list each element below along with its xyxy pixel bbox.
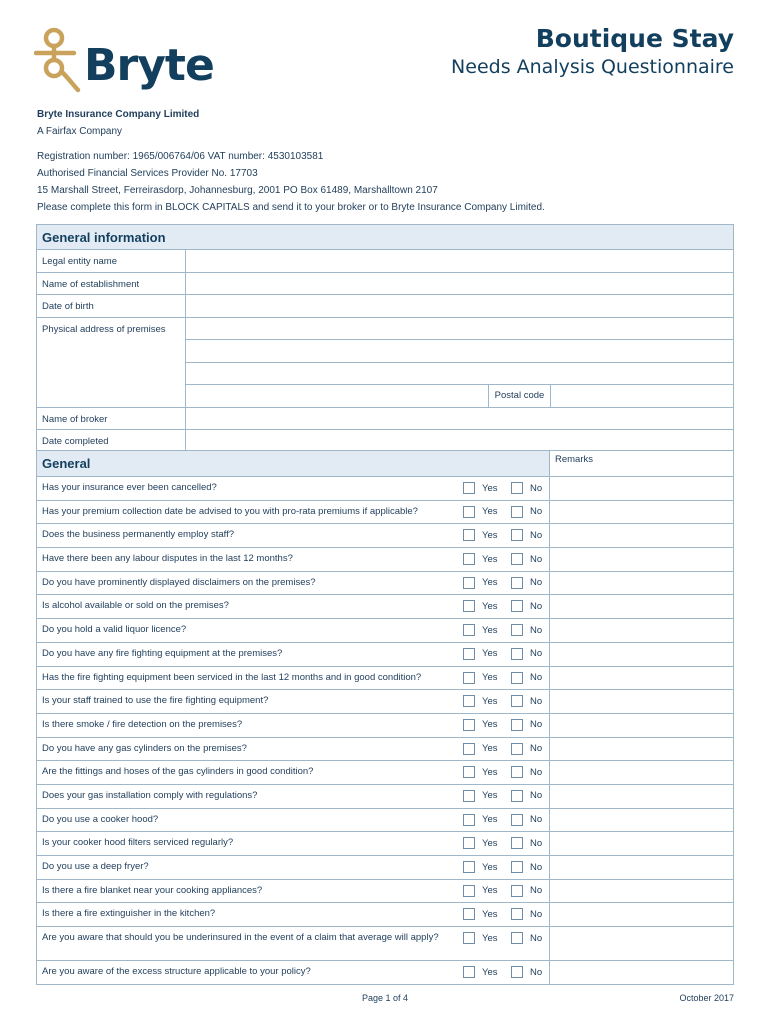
no-label: No (530, 482, 543, 494)
checkbox-box[interactable] (463, 719, 475, 731)
general-information-table (36, 224, 734, 453)
question-row (37, 477, 733, 501)
no-checkbox[interactable] (511, 600, 542, 612)
footer-date: October 2017 (679, 993, 734, 1003)
checkbox-box[interactable] (511, 814, 523, 826)
remarks-field[interactable] (549, 619, 733, 642)
yes-label: Yes (482, 648, 498, 660)
checkbox-box[interactable] (511, 743, 523, 755)
yes-checkbox[interactable] (463, 932, 498, 944)
company-name: Bryte Insurance Company Limited (37, 109, 200, 120)
checkbox-box[interactable] (463, 624, 475, 636)
yes-checkbox[interactable] (463, 861, 498, 873)
yes-checkbox[interactable] (463, 482, 498, 494)
no-label: No (530, 672, 543, 683)
question-row (37, 832, 733, 856)
question-text: Does your gas installation comply with regulations? (42, 789, 258, 801)
checkbox-box[interactable] (511, 837, 523, 849)
page-number: Page 1 of 4 (361, 993, 409, 1003)
checkbox-box[interactable] (463, 966, 475, 978)
yes-label: Yes (482, 600, 498, 612)
no-checkbox[interactable] (511, 814, 542, 826)
yes-checkbox[interactable] (463, 577, 498, 589)
yes-label: Yes (482, 695, 498, 707)
question-row (37, 880, 733, 904)
yes-label: Yes (482, 577, 498, 589)
checkbox-box[interactable] (463, 577, 475, 589)
remarks-field[interactable] (549, 903, 733, 926)
checkbox-box[interactable] (511, 506, 523, 518)
remarks-field[interactable] (549, 761, 733, 784)
question-text: Do you use a deep fryer? (42, 861, 149, 872)
question-row (37, 961, 733, 985)
checkbox-box[interactable] (463, 814, 475, 826)
question-row (37, 548, 733, 572)
yes-checkbox[interactable] (463, 672, 498, 684)
question-row (37, 643, 733, 667)
no-checkbox[interactable] (511, 672, 542, 684)
yes-label: Yes (482, 672, 498, 683)
address-fields (185, 318, 733, 407)
checkbox-box[interactable] (463, 885, 475, 897)
question-text: Do you hold a valid liquor licence? (42, 624, 187, 636)
question-row (37, 595, 733, 619)
yes-label: Yes (482, 861, 498, 873)
yes-checkbox[interactable] (463, 624, 498, 636)
question-row (37, 572, 733, 596)
yes-label: Yes (482, 837, 498, 849)
yes-checkbox[interactable] (463, 600, 498, 612)
no-checkbox[interactable] (511, 482, 542, 494)
no-checkbox[interactable] (511, 695, 542, 707)
checkbox-box[interactable] (463, 790, 475, 802)
company-details (37, 106, 545, 216)
yes-label: Yes (482, 482, 498, 494)
bryte-logo (34, 24, 214, 96)
checkbox-box[interactable] (511, 719, 523, 731)
yes-checkbox[interactable] (463, 529, 498, 541)
document-subtitle: Needs Analysis Questionnaire (451, 56, 734, 78)
no-checkbox[interactable] (511, 966, 542, 978)
general-heading: General (42, 456, 91, 471)
yes-label: Yes (482, 719, 498, 731)
question-row (37, 619, 733, 643)
postal-code-label: Postal code (488, 385, 550, 408)
checkbox-box[interactable] (463, 932, 475, 944)
general-information-heading: General information (37, 225, 733, 250)
checkbox-box[interactable] (463, 695, 475, 707)
yes-checkbox[interactable] (463, 885, 498, 897)
checkbox-box[interactable] (511, 600, 523, 612)
no-label: No (530, 624, 543, 636)
question-text: Is your staff trained to use the fire fighting equipment? (42, 695, 269, 707)
no-label: No (530, 600, 543, 612)
no-label: No (530, 743, 543, 755)
question-text: Are you aware of the excess structure applicable to your policy? (42, 966, 311, 978)
registration-text: Registration number: 1965/006764/06 VAT number: 4530103581 (37, 151, 324, 162)
remarks-field[interactable] (549, 738, 733, 761)
checkbox-box[interactable] (511, 553, 523, 565)
yes-checkbox[interactable] (463, 766, 498, 778)
question-row (37, 809, 733, 833)
remarks-field[interactable] (549, 548, 733, 571)
no-checkbox[interactable] (511, 553, 542, 565)
question-text: Is there a fire extinguisher in the kitchen? (42, 908, 216, 920)
yes-label: Yes (482, 529, 498, 541)
broker-field[interactable] (185, 408, 733, 430)
remarks-field[interactable] (549, 927, 733, 960)
question-row (37, 785, 733, 809)
checkbox-box[interactable] (463, 600, 475, 612)
address-row (37, 318, 733, 408)
no-checkbox[interactable] (511, 529, 542, 541)
yes-label: Yes (482, 885, 498, 897)
yes-checkbox[interactable] (463, 814, 498, 826)
yes-label: Yes (482, 766, 498, 778)
fsp-text: Authorised Financial Services Provider No. 17703 (37, 168, 258, 179)
address-line-2-field[interactable] (186, 340, 733, 363)
checkbox-box[interactable] (463, 672, 475, 684)
no-checkbox[interactable] (511, 885, 542, 897)
no-checkbox[interactable] (511, 861, 542, 873)
document-title: Boutique Stay (535, 24, 734, 53)
yes-label: Yes (482, 932, 498, 944)
yes-label: Yes (482, 790, 498, 802)
no-label: No (530, 577, 543, 589)
checkbox-box[interactable] (511, 482, 523, 494)
yes-checkbox[interactable] (463, 790, 498, 802)
checkbox-box[interactable] (463, 743, 475, 755)
yes-checkbox[interactable] (463, 743, 498, 755)
no-label: No (530, 837, 543, 849)
no-checkbox[interactable] (511, 577, 542, 589)
checkbox-box[interactable] (463, 908, 475, 920)
question-row (37, 761, 733, 785)
question-text: Is there smoke / fire detection on the premises? (42, 718, 243, 730)
question-row (37, 690, 733, 714)
checkbox-box[interactable] (511, 885, 523, 897)
checkbox-box[interactable] (463, 482, 475, 494)
no-checkbox[interactable] (511, 790, 542, 802)
no-checkbox[interactable] (511, 932, 542, 944)
checkbox-box[interactable] (511, 529, 523, 541)
date-completed-label: Date completed (42, 436, 109, 447)
question-text: Do you have any gas cylinders on the premises? (42, 742, 247, 754)
address-line-1-field[interactable] (186, 318, 733, 341)
no-label: No (530, 506, 543, 518)
address-line-3-field[interactable] (186, 363, 733, 386)
remarks-heading: Remarks (549, 451, 733, 476)
no-label: No (530, 553, 543, 565)
remarks-field[interactable] (549, 572, 733, 595)
checkbox-box[interactable] (511, 790, 523, 802)
yes-checkbox[interactable] (463, 966, 498, 978)
legal-entity-label: Legal entity name (42, 256, 117, 267)
address-label: Physical address of premises (42, 323, 166, 335)
question-text: Has your premium collection date be advised to you with pro-rata premiums if applicable? (42, 505, 418, 517)
checkbox-box[interactable] (463, 766, 475, 778)
checkbox-box[interactable] (463, 861, 475, 873)
question-row (37, 738, 733, 762)
question-text: Do you have any fire fighting equipment at the premises? (42, 647, 283, 659)
question-row (37, 927, 733, 961)
checkbox-box[interactable] (463, 648, 475, 660)
legal-entity-row (37, 250, 733, 273)
question-row (37, 903, 733, 927)
remarks-field[interactable] (549, 880, 733, 903)
no-label: No (530, 648, 543, 660)
no-label: No (530, 529, 543, 541)
remarks-field[interactable] (549, 477, 733, 500)
question-text: Is your cooker hood filters serviced regularly? (42, 837, 234, 849)
checkbox-box[interactable] (463, 506, 475, 518)
question-text: Does the business permanently employ staff? (42, 529, 235, 541)
remarks-field[interactable] (549, 595, 733, 618)
remarks-field[interactable] (549, 690, 733, 713)
question-text: Has your insurance ever been cancelled? (42, 482, 217, 493)
checkbox-box[interactable] (463, 553, 475, 565)
no-checkbox[interactable] (511, 743, 542, 755)
no-label: No (530, 861, 543, 873)
no-label: No (530, 719, 543, 731)
question-row (37, 524, 733, 548)
date-completed-field[interactable] (185, 430, 733, 452)
postal-code-field[interactable] (550, 385, 733, 408)
checkbox-box[interactable] (463, 529, 475, 541)
question-text: Have there been any labour disputes in the last 12 months? (42, 553, 293, 565)
yes-checkbox[interactable] (463, 648, 498, 660)
checkbox-box[interactable] (511, 695, 523, 707)
no-checkbox[interactable] (511, 648, 542, 660)
checkbox-box[interactable] (511, 932, 523, 944)
yes-label: Yes (482, 966, 498, 978)
question-text: Is alcohol available or sold on the premises? (42, 600, 229, 612)
remarks-field[interactable] (549, 714, 733, 737)
checkbox-box[interactable] (511, 577, 523, 589)
yes-checkbox[interactable] (463, 553, 498, 565)
no-label: No (530, 695, 543, 707)
no-checkbox[interactable] (511, 908, 542, 920)
remarks-field[interactable] (549, 785, 733, 808)
checkbox-box[interactable] (511, 672, 523, 684)
remarks-field[interactable] (549, 643, 733, 666)
question-text: Are you aware that should you be underinsured in the event of a claim that average will apply? (42, 932, 439, 944)
yes-checkbox[interactable] (463, 719, 498, 731)
establishment-field[interactable] (185, 273, 733, 295)
checkbox-box[interactable] (511, 966, 523, 978)
yes-checkbox[interactable] (463, 695, 498, 707)
question-text: Is there a fire blanket near your cooking appliances? (42, 884, 263, 896)
remarks-field[interactable] (549, 524, 733, 547)
question-text: Has the fire fighting equipment been serviced in the last 12 months and in good condition? (42, 671, 422, 683)
question-text: Do you have prominently displayed disclaimers on the premises? (42, 576, 316, 588)
question-text: Do you use a cooker hood? (42, 813, 159, 825)
question-row (37, 856, 733, 880)
checkbox-box[interactable] (511, 908, 523, 920)
question-text: Are the fittings and hoses of the gas cylinders in good condition? (42, 766, 314, 778)
broker-label: Name of broker (42, 413, 108, 425)
logo-wordmark: Bryte (84, 40, 214, 91)
checkbox-box[interactable] (463, 837, 475, 849)
remarks-field[interactable] (549, 501, 733, 524)
company-address: 15 Marshall Street, Ferreirasdorp, Johannesburg, 2001 PO Box 61489, Marshalltown 2107 (37, 185, 438, 196)
remarks-field[interactable] (549, 832, 733, 855)
no-checkbox[interactable] (511, 766, 542, 778)
broker-row (37, 408, 733, 431)
remarks-field[interactable] (549, 667, 733, 690)
question-row (37, 501, 733, 525)
address-line-4 (186, 385, 733, 408)
general-questions-table (36, 450, 734, 985)
yes-label: Yes (482, 814, 498, 826)
no-checkbox[interactable] (511, 506, 542, 518)
yes-checkbox[interactable] (463, 837, 498, 849)
no-label: No (530, 814, 543, 826)
no-checkbox[interactable] (511, 624, 542, 636)
dob-row (37, 295, 733, 318)
yes-label: Yes (482, 553, 498, 565)
yes-label: Yes (482, 908, 498, 920)
dob-field[interactable] (185, 295, 733, 317)
form-instructions: Please complete this form in BLOCK CAPITALS and send it to your broker or to Bryte Insurance Company Limited. (37, 202, 545, 213)
remarks-field[interactable] (549, 809, 733, 832)
no-label: No (530, 766, 543, 778)
yes-label: Yes (482, 624, 498, 636)
general-heading-row (37, 451, 733, 477)
yes-checkbox[interactable] (463, 506, 498, 518)
no-label: No (530, 885, 543, 897)
checkbox-box[interactable] (511, 861, 523, 873)
dob-label: Date of birth (42, 301, 94, 312)
establishment-row (37, 273, 733, 296)
yes-label: Yes (482, 506, 498, 518)
company-tagline: A Fairfax Company (37, 126, 123, 137)
question-row (37, 667, 733, 691)
checkbox-box[interactable] (511, 624, 523, 636)
question-row (37, 714, 733, 738)
no-checkbox[interactable] (511, 719, 542, 731)
legal-entity-field[interactable] (185, 250, 733, 272)
no-label: No (530, 966, 543, 978)
checkbox-box[interactable] (511, 766, 523, 778)
no-label: No (530, 908, 543, 920)
logo-knot-icon (34, 24, 82, 96)
no-label: No (530, 790, 543, 802)
remarks-field[interactable] (549, 961, 733, 984)
establishment-label: Name of establishment (42, 278, 140, 290)
yes-label: Yes (482, 743, 498, 755)
no-label: No (530, 932, 543, 944)
remarks-field[interactable] (549, 856, 733, 879)
yes-checkbox[interactable] (463, 908, 498, 920)
checkbox-box[interactable] (511, 648, 523, 660)
no-checkbox[interactable] (511, 837, 542, 849)
